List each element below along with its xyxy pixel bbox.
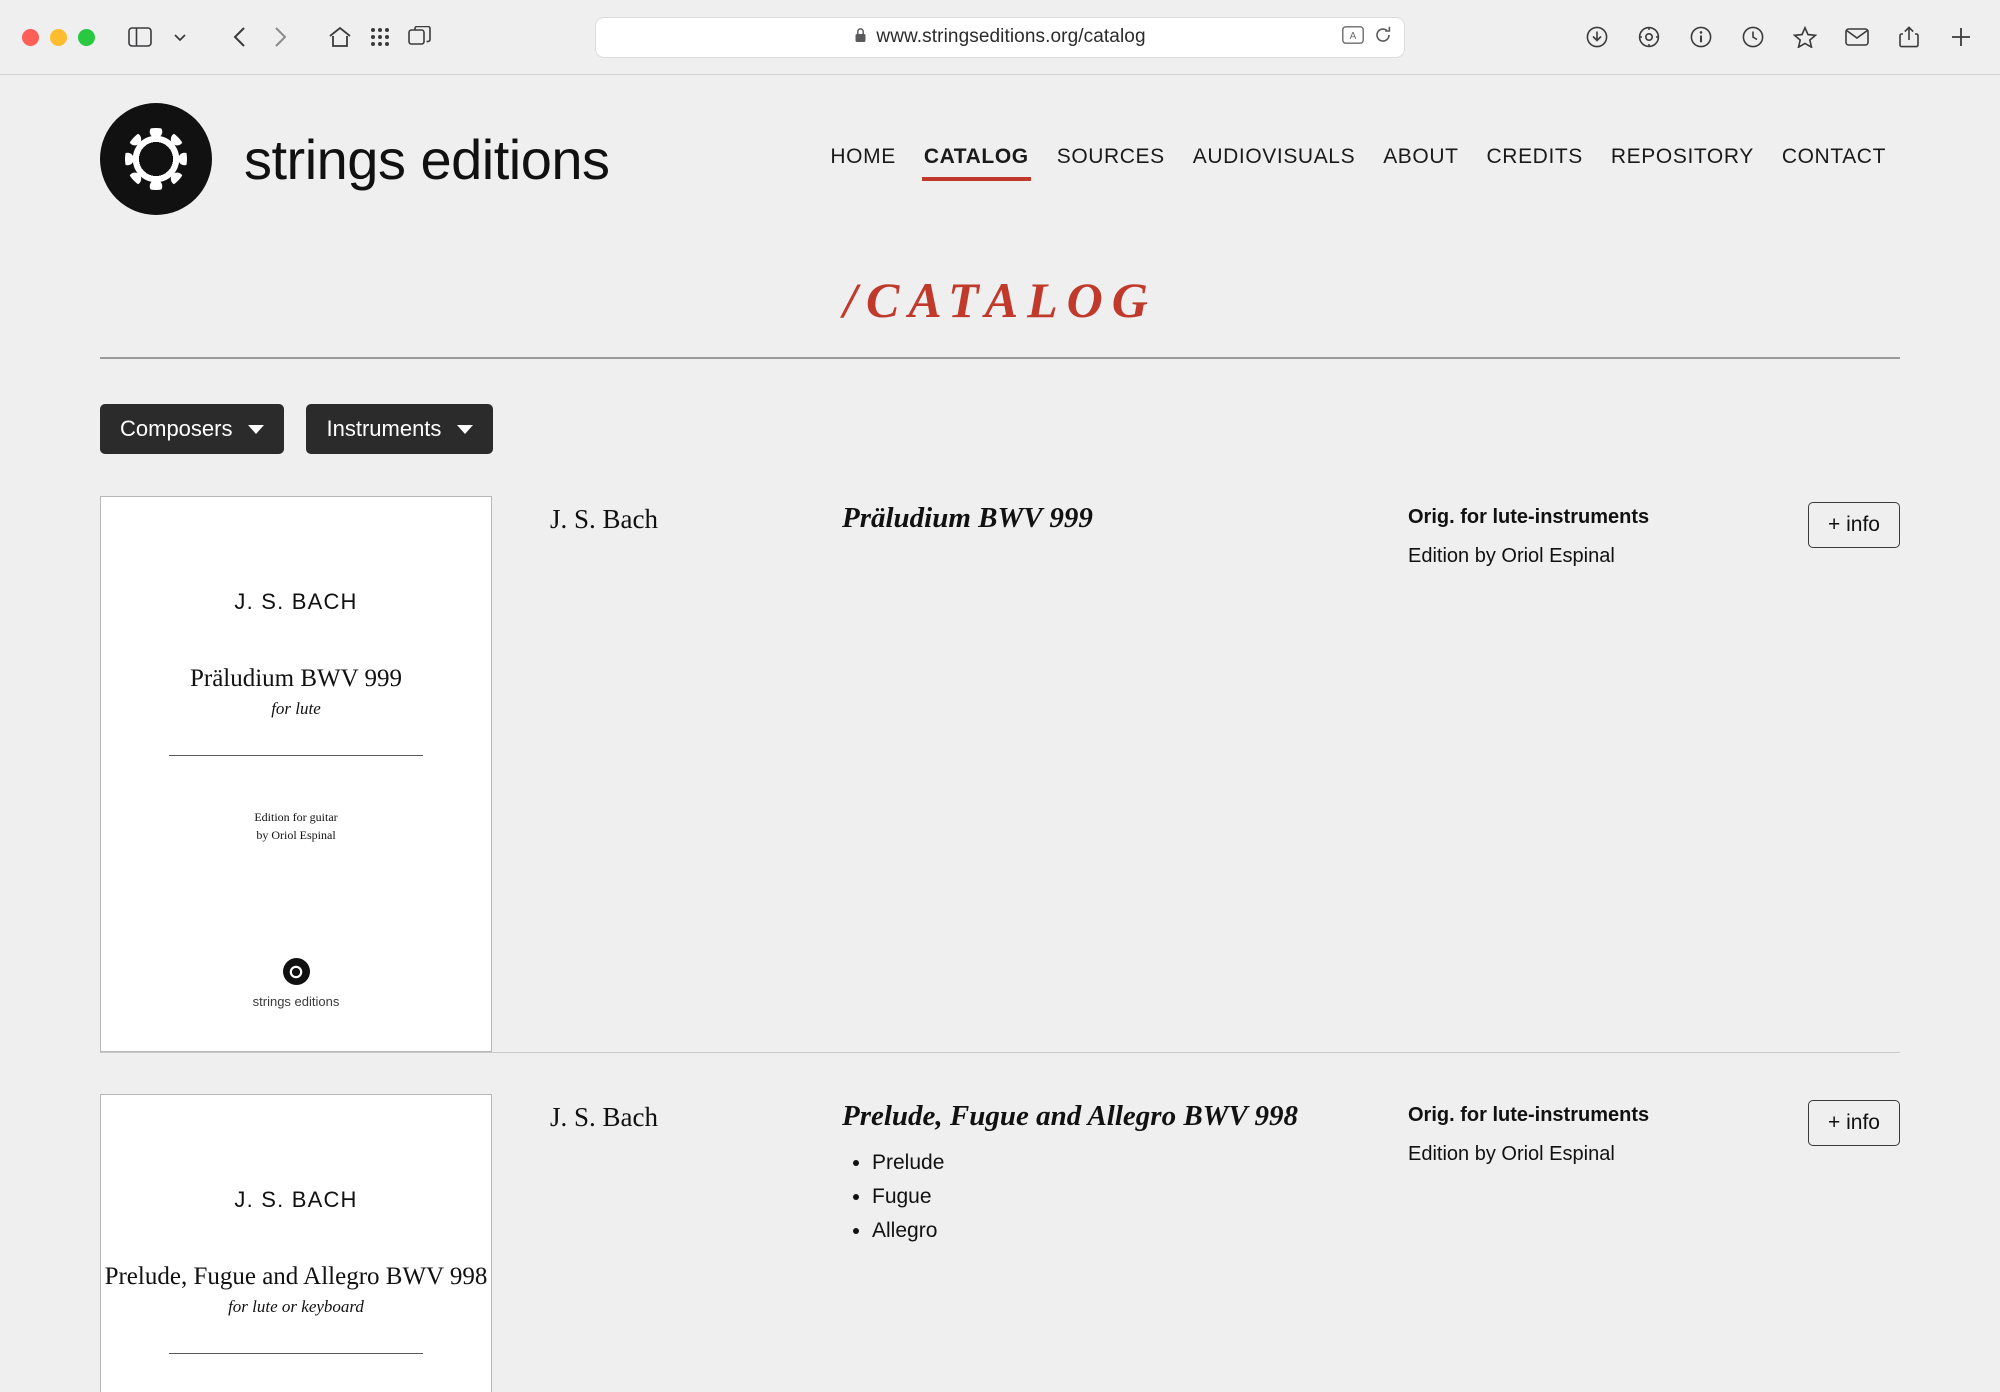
svg-text:A: A	[1349, 30, 1357, 42]
minimize-window-button[interactable]	[50, 29, 67, 46]
row-composer: J. S. Bach	[550, 504, 658, 534]
row-meta	[1408, 496, 1808, 1052]
row-work	[842, 1094, 1408, 1392]
cover-title: Präludium BWV 999	[189, 665, 403, 692]
share-icon[interactable]	[1892, 20, 1926, 54]
downloads-icon[interactable]	[1580, 20, 1614, 54]
nav-item-about[interactable]: ABOUT	[1383, 145, 1459, 168]
history-clock-icon[interactable]	[1736, 20, 1770, 54]
nav-item-home[interactable]: HOME	[830, 145, 896, 168]
web-page	[0, 75, 2000, 1392]
info-icon[interactable]	[1684, 20, 1718, 54]
address-bar-actions	[1342, 26, 1392, 49]
filter-bar	[0, 359, 2000, 454]
row-composer: J. S. Bach	[550, 1102, 658, 1132]
site-header	[0, 75, 2000, 215]
cover-edition-line-2: by Oriol Espinal	[256, 828, 336, 842]
nav-item-credits[interactable]: CREDITS	[1486, 145, 1583, 168]
translate-icon[interactable]	[1342, 26, 1364, 49]
address-bar[interactable]	[595, 17, 1405, 58]
list-item: • Prelude	[872, 1151, 1408, 1175]
mail-icon[interactable]	[1840, 20, 1874, 54]
cover-subtitle: for lute	[271, 699, 321, 718]
cover-title: Prelude, Fugue and Allegro BWV 998	[104, 1263, 488, 1290]
chevron-down-icon	[457, 425, 473, 434]
nav-item-contact[interactable]: CONTACT	[1781, 145, 1886, 168]
composers-filter-label: Composers	[120, 416, 233, 441]
catalog-row	[100, 1052, 1900, 1392]
nav-item-repository[interactable]: REPOSITORY	[1610, 145, 1754, 168]
strings-editions-logo-icon	[283, 958, 310, 985]
main-navigation	[816, 139, 1900, 179]
work-title[interactable]: Präludium BWV 999	[842, 502, 1093, 534]
work-title[interactable]: Prelude, Fugue and Allegro BWV 998	[842, 1100, 1299, 1132]
score-cover-thumbnail[interactable]	[100, 1094, 492, 1392]
sidebar-options-chevron-icon[interactable]	[163, 20, 197, 54]
brand-name[interactable]: strings editions	[244, 127, 610, 191]
row-work	[842, 496, 1408, 1052]
sidebar-toggle-icon[interactable]	[123, 20, 157, 54]
cover-composer: J. S. BACH	[234, 1187, 358, 1212]
page-title: /CATALOG	[843, 272, 1157, 328]
instruments-filter-dropdown[interactable]	[306, 404, 493, 454]
edition-note: Edition by Oriol Espinal	[1408, 1143, 1615, 1165]
forward-icon[interactable]	[263, 20, 297, 54]
cover-divider	[169, 1353, 423, 1354]
tab-overview-icon[interactable]	[403, 20, 437, 54]
original-instrument-note: Orig. for lute-instruments	[1408, 506, 1650, 528]
toolbar-right-actions	[1580, 20, 1978, 54]
strings-editions-logo-icon[interactable]	[100, 103, 212, 215]
catalog-list	[0, 454, 2000, 1392]
back-icon[interactable]	[223, 20, 257, 54]
window-traffic-lights	[22, 29, 95, 46]
movement-list	[872, 1151, 1408, 1243]
list-item: • Allegro	[872, 1219, 1408, 1243]
reload-icon[interactable]	[1374, 26, 1392, 49]
cover-logo	[101, 958, 491, 1009]
cover-edition-note	[254, 808, 337, 844]
composers-filter-dropdown[interactable]	[100, 404, 284, 454]
lock-icon	[854, 27, 867, 48]
new-tab-plus-icon[interactable]	[1944, 20, 1978, 54]
browser-toolbar	[0, 0, 2000, 75]
cover-edition-line-1: Edition for guitar	[254, 810, 338, 824]
cover-subtitle: for lute or keyboard	[228, 1297, 364, 1316]
page-title-block	[0, 271, 2000, 329]
nav-item-audiovisuals[interactable]: AUDIOVISUALS	[1192, 145, 1356, 168]
cover-logo-text: strings editions	[252, 994, 340, 1009]
chevron-down-icon	[248, 425, 264, 434]
edition-note: Edition by Oriol Espinal	[1408, 545, 1615, 567]
url-text: www.stringseditions.org/catalog	[876, 26, 1146, 47]
settings-gear-icon[interactable]	[1632, 20, 1666, 54]
info-button[interactable]: + info	[1808, 502, 1900, 548]
cover-divider	[169, 755, 423, 756]
catalog-row	[100, 454, 1900, 1052]
bookmark-star-icon[interactable]	[1788, 20, 1822, 54]
home-icon[interactable]	[323, 20, 357, 54]
cover-composer: J. S. BACH	[234, 589, 358, 614]
maximize-window-button[interactable]	[78, 29, 95, 46]
close-window-button[interactable]	[22, 29, 39, 46]
navigation-controls	[123, 20, 437, 54]
info-button[interactable]: + info	[1808, 1100, 1900, 1146]
nav-item-sources[interactable]: SOURCES	[1056, 145, 1165, 168]
list-item: • Fugue	[872, 1185, 1408, 1209]
row-meta	[1408, 1094, 1808, 1392]
nav-item-catalog[interactable]: CATALOG	[910, 139, 1043, 175]
grid-tabs-icon[interactable]	[363, 20, 397, 54]
instruments-filter-label: Instruments	[326, 416, 442, 441]
original-instrument-note: Orig. for lute-instruments	[1408, 1104, 1650, 1126]
score-cover-thumbnail[interactable]	[100, 496, 492, 1052]
